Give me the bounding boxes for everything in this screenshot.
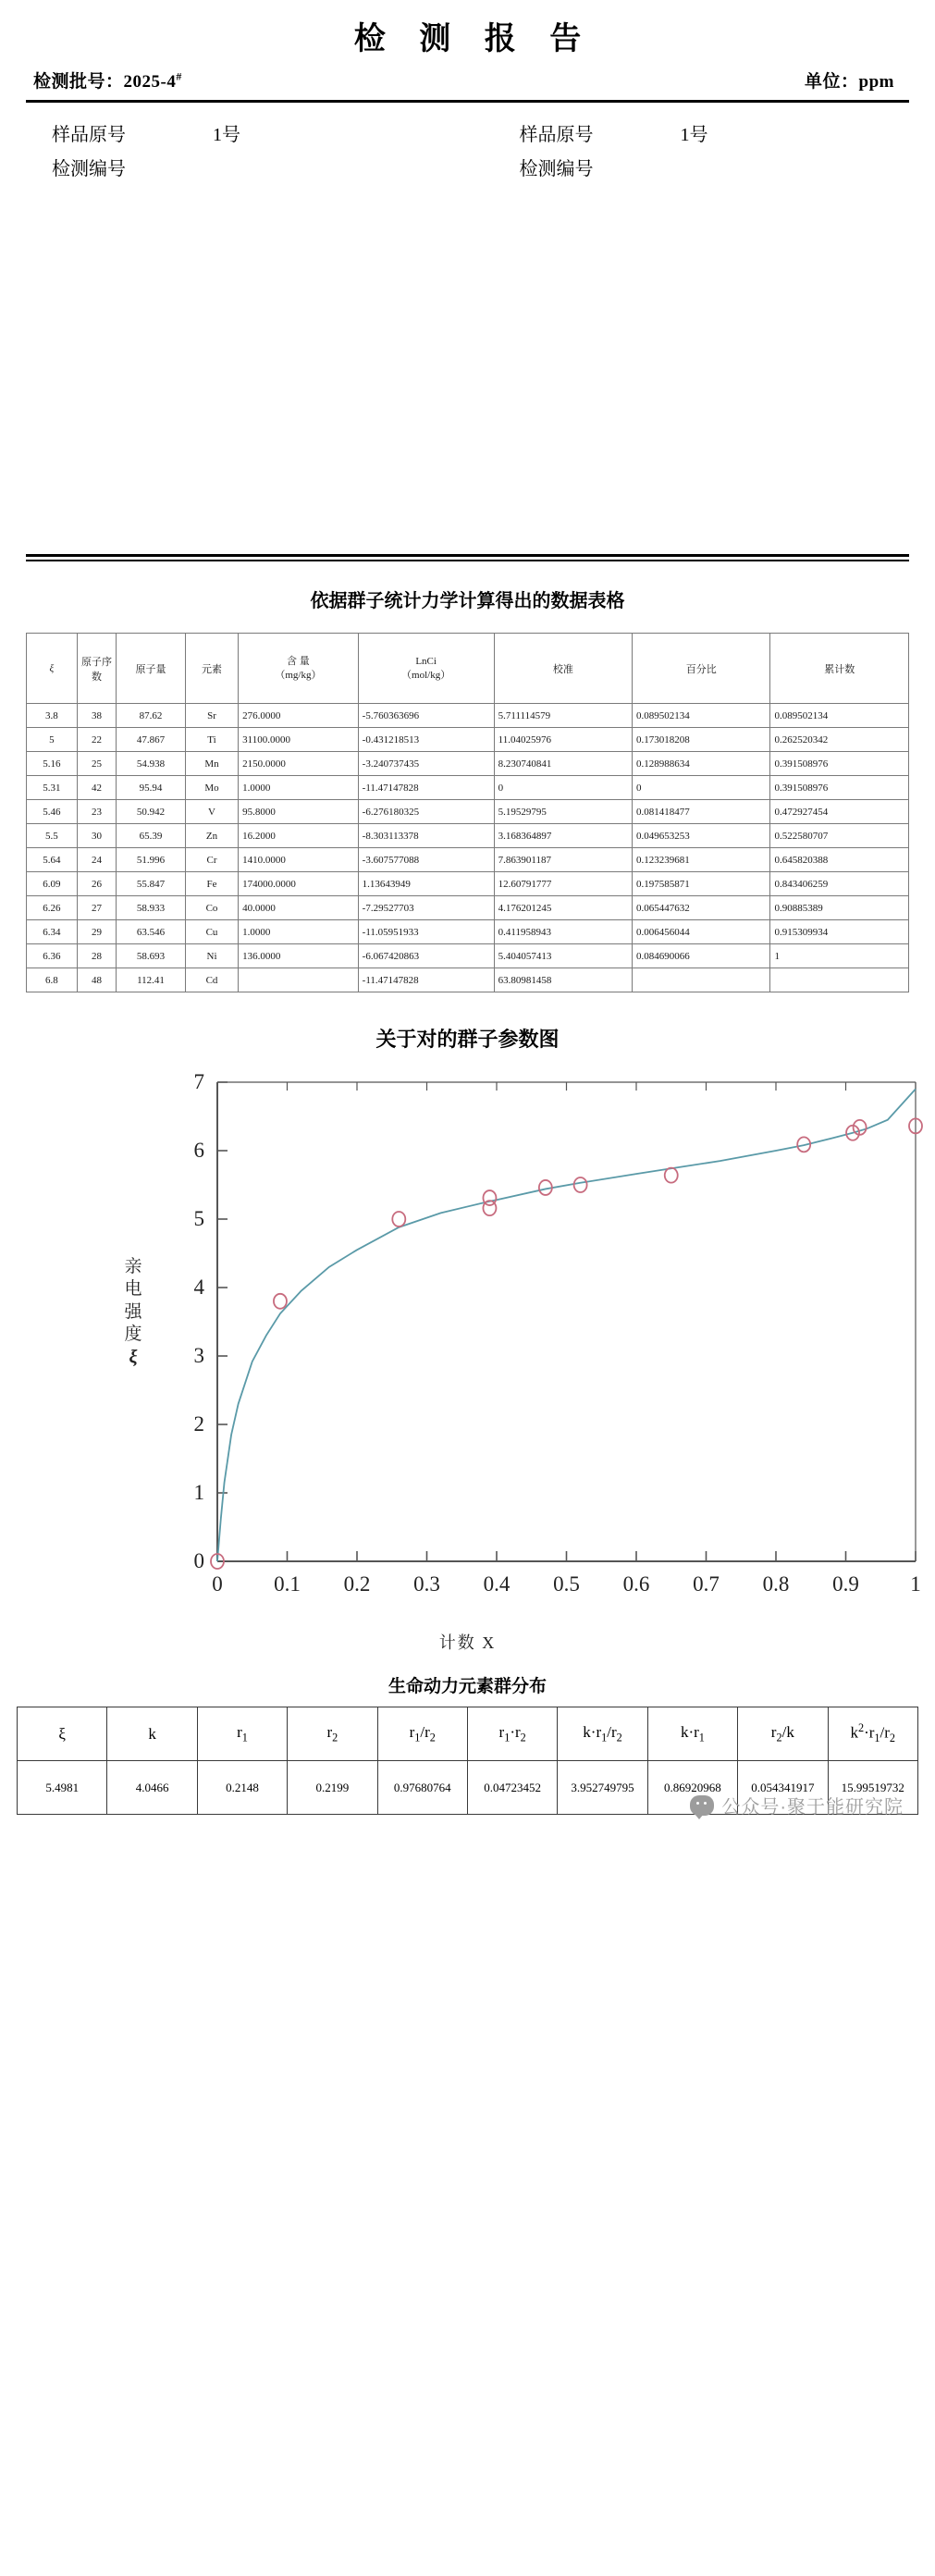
x-tick-label: 0.4: [483, 1572, 511, 1596]
table-col-header-unit: （mg/kg）: [275, 669, 322, 681]
table-cell: [770, 968, 909, 992]
table-cell: 29: [77, 920, 116, 944]
table-row: [27, 776, 909, 800]
table-row: [27, 920, 909, 944]
sample-orig-value-left: 1号: [213, 125, 240, 145]
bottom-cell: 0.2148: [197, 1761, 287, 1815]
y-tick-label: 6: [193, 1139, 204, 1162]
data-point-marker: [274, 1294, 287, 1309]
table-col-header: [358, 634, 494, 704]
table-col-header: 校准: [494, 634, 632, 704]
table-cell: 0.843406259: [770, 872, 909, 896]
table-cell: -11.47147828: [358, 776, 494, 800]
table-col-header: ξ: [27, 634, 78, 704]
x-tick-label: 0.7: [693, 1572, 720, 1596]
table-cell: -3.240737435: [358, 752, 494, 776]
sample-code-label-left: 检测编号: [52, 159, 126, 179]
table-row: [27, 944, 909, 968]
report-meta: [0, 62, 935, 98]
table-cell: 0.128988634: [633, 752, 770, 776]
table-cell: 65.39: [117, 824, 186, 848]
table-cell: 63.80981458: [494, 968, 632, 992]
table-row: [27, 704, 909, 728]
x-tick-label: 1: [910, 1572, 921, 1596]
bottom-col-header: k: [107, 1707, 197, 1761]
table-cell: 5.31: [27, 776, 78, 800]
element-row: [0, 456, 468, 501]
table-cell: 38: [77, 704, 116, 728]
table-cell: Zn: [185, 824, 238, 848]
table-cell: 5.5: [27, 824, 78, 848]
table-col-header-label: LnCi: [415, 655, 437, 667]
y-tick-label: 3: [193, 1344, 204, 1367]
sample-orig-label-right: 样品原号: [519, 125, 594, 145]
bottom-col-header: $r_2$: [288, 1707, 377, 1761]
data-table-title: 依据群子统计力学计算得出的数据表格: [310, 591, 625, 611]
x-tick-label: 0.8: [762, 1572, 790, 1596]
element-row: [0, 275, 468, 320]
table-cell: -7.29527703: [358, 896, 494, 920]
table-cell: Co: [185, 896, 238, 920]
table-row: [27, 848, 909, 872]
sample-head-left: [0, 116, 468, 184]
table-cell: 8.230740841: [494, 752, 632, 776]
table-cell: 0.915309934: [770, 920, 909, 944]
table-cell: 50.942: [117, 800, 186, 824]
watermark-text: 公众号·聚于能研究院: [721, 1797, 904, 1818]
chart-area: [0, 1062, 935, 1635]
table-cell: Fe: [185, 872, 238, 896]
table-cell: 5.711114579: [494, 704, 632, 728]
table-cell: 95.94: [117, 776, 186, 800]
table-cell: 0.089502134: [770, 704, 909, 728]
y-tick-label: 4: [193, 1276, 204, 1299]
table-col-header: 百分比: [633, 634, 770, 704]
table-row: [27, 752, 909, 776]
table-cell: 4.176201245: [494, 896, 632, 920]
element-row: [0, 320, 468, 365]
element-row: [0, 365, 468, 411]
bottom-header-row: [18, 1707, 918, 1761]
table-cell: 1.13643949: [358, 872, 494, 896]
sample-head-right: [468, 116, 935, 184]
table-cell: 0: [494, 776, 632, 800]
element-row: [468, 275, 935, 320]
table-row: [27, 728, 909, 752]
life-element-distribution-table: [17, 1707, 918, 1815]
bottom-col-header: $k\cdot r_1/r_2$: [558, 1707, 647, 1761]
bottom-cell: 5.4981: [18, 1761, 107, 1815]
x-tick-label: 0.2: [343, 1572, 371, 1596]
table-cell: 5.16: [27, 752, 78, 776]
table-cell: 0.065447632: [633, 896, 770, 920]
table-cell: 5.19529795: [494, 800, 632, 824]
table-cell: 0: [633, 776, 770, 800]
y-label-line-3: 度: [124, 1324, 142, 1344]
table-cell: [239, 968, 359, 992]
bottom-table-title: 生命动力元素群分布: [388, 1677, 547, 1696]
table-cell: 0.123239681: [633, 848, 770, 872]
table-cell: 6.09: [27, 872, 78, 896]
table-cell: -5.760363696: [358, 704, 494, 728]
table-cell: 1.0000: [239, 776, 359, 800]
element-row: [0, 184, 468, 229]
table-cell: Cu: [185, 920, 238, 944]
table-cell: 0.084690066: [633, 944, 770, 968]
table-row: [27, 968, 909, 992]
bottom-col-header: $r_1/r_2$: [377, 1707, 467, 1761]
element-row: [468, 411, 935, 456]
y-tick-label: 1: [193, 1481, 204, 1504]
table-cell: 24: [77, 848, 116, 872]
bottom-col-header: $k^2\cdot r_1/r_2$: [828, 1707, 917, 1761]
table-cell: 25: [77, 752, 116, 776]
y-tick-label: 5: [193, 1207, 204, 1230]
table-cell: 55.847: [117, 872, 186, 896]
element-row: [468, 320, 935, 365]
y-label-line-2: 强: [124, 1301, 142, 1322]
table-cell: 47.867: [117, 728, 186, 752]
table-cell: 0.522580707: [770, 824, 909, 848]
batch-suffix: #: [176, 69, 182, 83]
table-cell: 0.006456044: [633, 920, 770, 944]
table-cell: 11.04025976: [494, 728, 632, 752]
table-cell: 42: [77, 776, 116, 800]
x-tick-label: 0.9: [832, 1572, 859, 1596]
table-cell: V: [185, 800, 238, 824]
table-cell: Cd: [185, 968, 238, 992]
table-col-header: 原子量: [117, 634, 186, 704]
table-cell: 58.693: [117, 944, 186, 968]
table-cell: 6.34: [27, 920, 78, 944]
x-tick-label: 0.6: [622, 1572, 650, 1596]
table-cell: 0.089502134: [633, 704, 770, 728]
data-point-marker: [665, 1168, 678, 1183]
y-tick-label: 7: [193, 1070, 204, 1093]
table-cell: 7.863901187: [494, 848, 632, 872]
table-cell: 0.049653253: [633, 824, 770, 848]
table-col-header-label: 原子序数: [80, 656, 112, 683]
table-cell: 54.938: [117, 752, 186, 776]
table-col-header: 元素: [185, 634, 238, 704]
table-col-header: [77, 634, 116, 704]
table-cell: Mn: [185, 752, 238, 776]
table-cell: 12.60791777: [494, 872, 632, 896]
bottom-cell: 4.0466: [107, 1761, 197, 1815]
table-cell: 276.0000: [239, 704, 359, 728]
batch-value: 2025-4: [123, 72, 177, 92]
x-tick-label: 0: [212, 1572, 223, 1596]
table-cell: 22: [77, 728, 116, 752]
sample-code-label-right: 检测编号: [519, 159, 594, 179]
element-row: [468, 456, 935, 501]
table-cell: 0.391508976: [770, 776, 909, 800]
data-point-marker: [392, 1212, 405, 1226]
y-tick-label: 2: [193, 1412, 204, 1436]
bottom-cell: 15.99519732: [828, 1761, 917, 1815]
table-cell: 0.391508976: [770, 752, 909, 776]
bottom-cell: 0.97680764: [377, 1761, 467, 1815]
chart-title: 关于对的群子参数图: [375, 1028, 560, 1051]
table-row: [27, 800, 909, 824]
table-cell: 1410.0000: [239, 848, 359, 872]
x-tick-label: 0.1: [274, 1572, 301, 1596]
bottom-cell: 0.2199: [288, 1761, 377, 1815]
table-cell: 6.8: [27, 968, 78, 992]
bottom-col-header: $r_1$: [197, 1707, 287, 1761]
table-cell: 87.62: [117, 704, 186, 728]
table-cell: 26: [77, 872, 116, 896]
table-cell: 5.64: [27, 848, 78, 872]
x-tick-label: 0.3: [413, 1572, 440, 1596]
y-tick-label: 0: [193, 1549, 204, 1572]
table-cell: 16.2000: [239, 824, 359, 848]
table-cell: -6.276180325: [358, 800, 494, 824]
table-header-row: [27, 634, 909, 704]
data-point-marker: [483, 1190, 496, 1205]
table-cell: [633, 968, 770, 992]
table-cell: 48: [77, 968, 116, 992]
element-row: [468, 501, 935, 547]
table-cell: 40.0000: [239, 896, 359, 920]
table-cell: -0.431218513: [358, 728, 494, 752]
bottom-value-row: [18, 1761, 918, 1815]
table-cell: 30: [77, 824, 116, 848]
bottom-cell: 0.054341917: [738, 1761, 828, 1815]
table-cell: 63.546: [117, 920, 186, 944]
sample-orig-value-right: 1号: [680, 125, 708, 145]
element-row: [468, 229, 935, 275]
table-cell: -11.47147828: [358, 968, 494, 992]
table-cell: 0.081418477: [633, 800, 770, 824]
bottom-col-header: $r_2/k$: [738, 1707, 828, 1761]
table-cell: -8.303113378: [358, 824, 494, 848]
fit-curve: [217, 1089, 916, 1561]
page-title: 检 测 报 告: [353, 22, 595, 56]
bottom-cell: 0.86920968: [647, 1761, 737, 1815]
table-cell: 5.404057413: [494, 944, 632, 968]
table-cell: 0.90885389: [770, 896, 909, 920]
table-cell: 0.645820388: [770, 848, 909, 872]
table-col-header: [239, 634, 359, 704]
table-col-header: 累计数: [770, 634, 909, 704]
table-cell: 95.8000: [239, 800, 359, 824]
table-cell: 0.411958943: [494, 920, 632, 944]
element-results: [0, 103, 935, 552]
chart-y-axis-label: [118, 1256, 148, 1370]
table-row: [27, 896, 909, 920]
chart-x-axis-label: 计数 X: [438, 1633, 497, 1652]
element-row: [0, 229, 468, 275]
table-cell: 58.933: [117, 896, 186, 920]
table-row: [27, 824, 909, 848]
table-cell: 0.262520342: [770, 728, 909, 752]
element-row: [468, 184, 935, 229]
batch-label: 检测批号：: [33, 72, 124, 92]
table-cell: -6.067420863: [358, 944, 494, 968]
table-cell: 6.36: [27, 944, 78, 968]
table-cell: 5.46: [27, 800, 78, 824]
bottom-col-header: ξ: [18, 1707, 107, 1761]
bottom-cell: 3.952749795: [558, 1761, 647, 1815]
table-cell: 0.197585871: [633, 872, 770, 896]
element-column-left: [0, 116, 468, 547]
x-tick-label: 0.5: [553, 1572, 580, 1596]
unit-label: 单位：: [805, 72, 859, 92]
element-row: [0, 501, 468, 547]
table-cell: Mo: [185, 776, 238, 800]
y-label-symbol: ξ: [129, 1347, 138, 1368]
table-cell: 5: [27, 728, 78, 752]
y-label-line-0: 亲: [124, 1257, 142, 1276]
table-cell: -11.05951933: [358, 920, 494, 944]
table-cell: 1.0000: [239, 920, 359, 944]
bottom-col-header: $k\cdot r_1$: [647, 1707, 737, 1761]
table-cell: 27: [77, 896, 116, 920]
table-cell: Ni: [185, 944, 238, 968]
table-col-header-unit: （mol/kg）: [401, 669, 451, 681]
table-cell: 51.996: [117, 848, 186, 872]
data-point-marker: [574, 1177, 587, 1192]
table-cell: 112.41: [117, 968, 186, 992]
table-cell: 28: [77, 944, 116, 968]
sample-orig-label-left: 样品原号: [52, 125, 126, 145]
bottom-cell: 0.04723452: [467, 1761, 557, 1815]
table-cell: 1: [770, 944, 909, 968]
table-cell: Ti: [185, 728, 238, 752]
table-cell: Sr: [185, 704, 238, 728]
table-cell: 2150.0000: [239, 752, 359, 776]
table-row: [27, 872, 909, 896]
unit-info: [805, 68, 894, 92]
element-row: [0, 411, 468, 456]
table-cell: 3.8: [27, 704, 78, 728]
table-cell: 23: [77, 800, 116, 824]
table-cell: -3.607577088: [358, 848, 494, 872]
table-cell: 0.173018208: [633, 728, 770, 752]
table-cell: 31100.0000: [239, 728, 359, 752]
table-col-header-label: 含 量: [287, 655, 310, 667]
table-cell: Cr: [185, 848, 238, 872]
table-cell: 136.0000: [239, 944, 359, 968]
table-cell: 6.26: [27, 896, 78, 920]
element-column-right: [468, 116, 935, 547]
table-cell: 174000.0000: [239, 872, 359, 896]
batch-number: [33, 68, 182, 92]
element-row: [468, 365, 935, 411]
unit-value: ppm: [858, 72, 894, 92]
table-cell: 0.472927454: [770, 800, 909, 824]
bottom-col-header: $r_1\cdot r_2$: [467, 1707, 557, 1761]
table-cell: 3.168364897: [494, 824, 632, 848]
y-label-line-1: 电: [124, 1279, 142, 1300]
qunzi-data-table: [26, 633, 909, 992]
